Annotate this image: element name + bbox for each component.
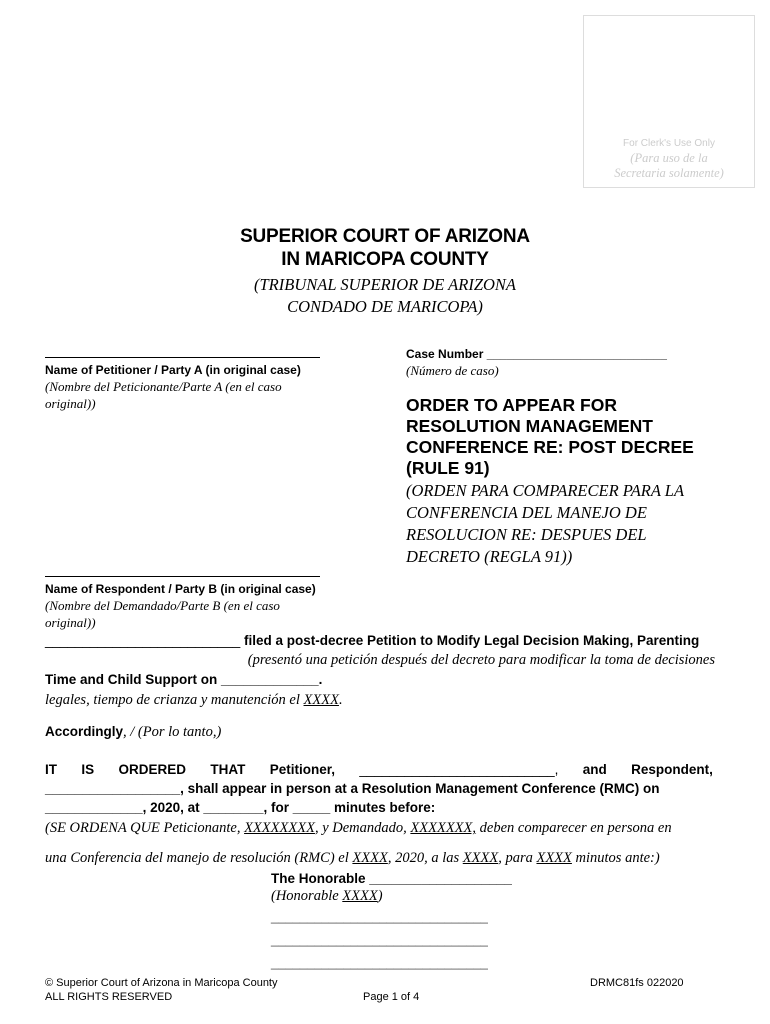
ordered-es2: minutos ante:) bbox=[571, 850, 660, 866]
petitioner-label: Name of Petitioner / Party A (in original case) bbox=[45, 363, 301, 377]
petitioner-name-field[interactable] bbox=[45, 357, 320, 358]
honorable-es-x: XXXX bbox=[342, 888, 378, 904]
page-number: Page 1 of 4 bbox=[363, 991, 420, 1003]
respondent-label: Name of Respondent / Party B (in original case) bbox=[45, 582, 316, 596]
ordered-es2-x: XXXX bbox=[462, 850, 499, 866]
respondent-block bbox=[45, 576, 320, 631]
ordered-es2: , 2020, a las bbox=[387, 850, 463, 866]
order-title-es-line: (ORDEN PARA COMPARECER PARA LA bbox=[406, 481, 685, 500]
petitioner-name-blank[interactable]: __________________________, bbox=[359, 762, 559, 777]
petitioner-block bbox=[45, 357, 320, 412]
respondent-appear-line[interactable]: __________________, shall appear in person at a Resolution Management Conference (RMC) on bbox=[45, 781, 660, 796]
ordered-word: THAT bbox=[210, 762, 246, 777]
ordered-es-x: XXXXXXXX bbox=[244, 820, 315, 836]
petitioner-label-es: (Nombre del Peticionante/Parte A (en el caso original)) bbox=[45, 379, 282, 411]
court-title bbox=[0, 225, 770, 318]
order-title-line: ORDER TO APPEAR FOR bbox=[406, 395, 617, 415]
court-name-es: (TRIBUNAL SUPERIOR DE ARIZONA bbox=[254, 275, 516, 294]
order-title-es-line: CONFERENCIA DEL MANEJO DE bbox=[406, 503, 647, 522]
accordingly-text: Accordingly bbox=[45, 724, 124, 739]
ordered-es2-x: XXXX bbox=[352, 850, 388, 866]
ordered-es2: una Conferencia del manejo de resolución (RMC) el bbox=[45, 850, 353, 866]
clerk-use-box bbox=[583, 15, 755, 188]
period: . bbox=[338, 692, 343, 708]
ordered-es2: , para bbox=[498, 850, 537, 866]
petition-text-es: (presentó una petición después del decreto para modificar la toma de decisiones bbox=[247, 652, 715, 668]
respondent-label-es: (Nombre del Demandado/Parte B (en el caso original)) bbox=[45, 598, 280, 630]
petitioner-blank[interactable]: __________________________ bbox=[45, 633, 241, 648]
ordered-es: (SE ORDENA QUE Peticionante, bbox=[45, 820, 245, 836]
order-title-es-line: RESOLUCION RE: DESPUES DEL bbox=[406, 525, 647, 544]
footer-left bbox=[45, 976, 278, 1004]
copyright: © Superior Court of Arizona in Maricopa County bbox=[45, 977, 278, 989]
court-name: SUPERIOR COURT OF ARIZONA bbox=[240, 226, 530, 247]
petition-date-line[interactable]: Time and Child Support on _____________. bbox=[45, 672, 323, 687]
clerk-label: For Clerk's Use Only bbox=[623, 138, 715, 149]
petition-paragraph bbox=[45, 632, 715, 710]
accordingly-line bbox=[45, 723, 221, 741]
clerk-label-es: (Para uso de la Secretaria solamente) bbox=[614, 151, 724, 180]
ordered-word: ORDERED bbox=[118, 762, 187, 777]
order-title bbox=[406, 395, 746, 567]
order-title-es-line: DECRETO (REGLA 91)) bbox=[406, 547, 573, 566]
ordered-word: Respondent, bbox=[631, 762, 713, 777]
order-title-line: CONFERENCE RE: POST DECREE bbox=[406, 437, 694, 457]
honorable-es-end: ) bbox=[377, 888, 383, 904]
rights-reserved: ALL RIGHTS RESERVED bbox=[45, 991, 173, 1003]
ordered-word: IS bbox=[81, 762, 95, 777]
ordered-paragraph bbox=[45, 760, 713, 869]
signature-line[interactable]: ______________________________ bbox=[271, 932, 488, 947]
court-county: IN MARICOPA COUNTY bbox=[281, 249, 489, 270]
ordered-es2-x: XXXX bbox=[536, 850, 572, 866]
honorable-field[interactable]: The Honorable ___________________ bbox=[271, 871, 512, 886]
respondent-name-field[interactable] bbox=[45, 576, 320, 577]
petition-text-es2: legales, tiempo de crianza y manutención el bbox=[45, 692, 304, 708]
form-id: DRMC81fs 022020 bbox=[590, 977, 684, 989]
signature-line[interactable]: ______________________________ bbox=[271, 955, 488, 970]
ordered-word: Petitioner, bbox=[269, 762, 336, 777]
petition-date-es: XXXX bbox=[303, 692, 339, 708]
ordered-es: deben comparecer en persona en bbox=[476, 820, 672, 836]
ordered-es-x: XXXXXXX, bbox=[410, 820, 477, 836]
court-county-es: CONDADO DE MARICOPA) bbox=[287, 297, 483, 316]
ordered-es: , y Demandado, bbox=[314, 820, 411, 836]
case-number-label-es: (Número de caso) bbox=[406, 363, 499, 378]
rmc-date-time-line[interactable]: _____________, 2020, at ________, for _____ minutes before: bbox=[45, 800, 436, 815]
case-number-field[interactable]: Case Number ___________________________ bbox=[406, 347, 667, 361]
ordered-word: IT bbox=[45, 762, 57, 777]
petition-text: filed a post-decree Petition to Modify Legal Decision Making, Parenting bbox=[240, 633, 700, 648]
honorable-es: (Honorable bbox=[271, 888, 343, 904]
ordered-word: and bbox=[582, 762, 607, 777]
honorable-block bbox=[271, 871, 512, 974]
signature-line[interactable]: ______________________________ bbox=[271, 909, 488, 924]
accordingly-es: , / (Por lo tanto,) bbox=[123, 724, 222, 740]
case-number-block bbox=[406, 346, 667, 379]
order-title-line: (RULE 91) bbox=[406, 458, 490, 478]
order-title-line: RESOLUTION MANAGEMENT bbox=[406, 416, 653, 436]
